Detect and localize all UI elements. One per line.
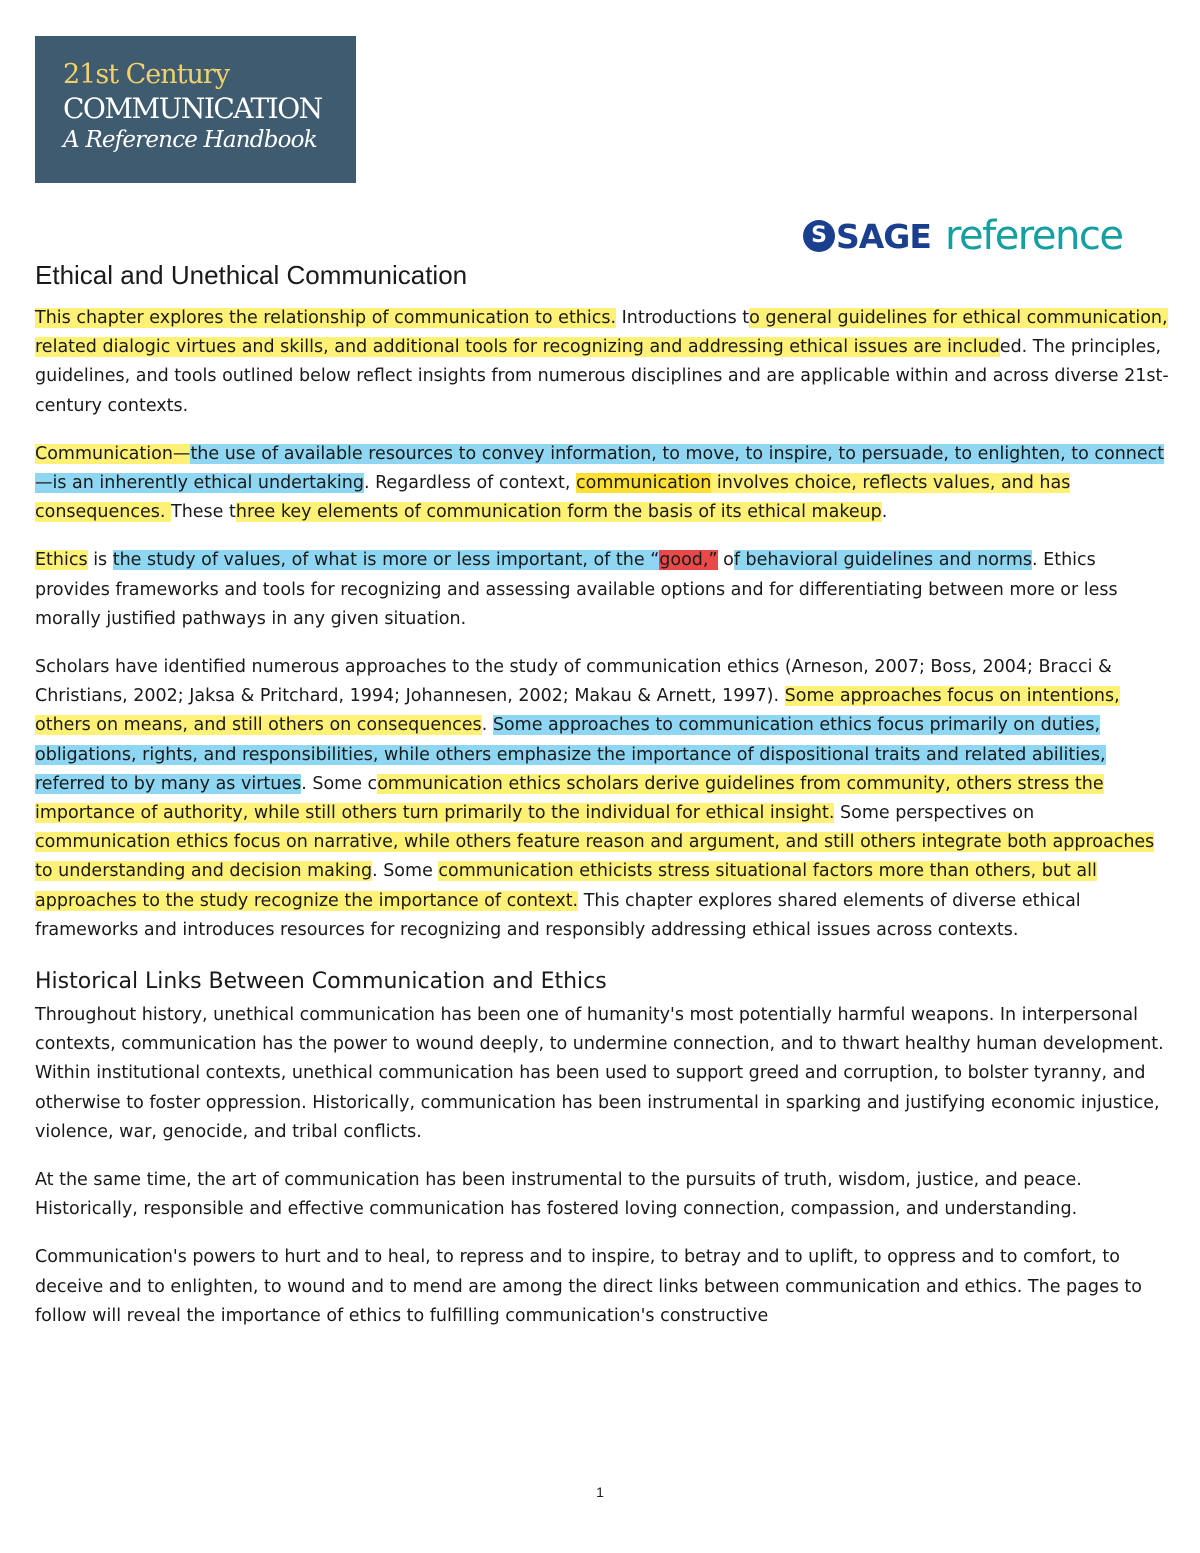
text-run: These t — [171, 502, 236, 523]
sage-mark-icon: S — [803, 220, 835, 252]
text-run: . Some c — [301, 773, 378, 794]
highlight: f behavioral guidelines and norms — [733, 550, 1033, 571]
text-run: Introductions t — [616, 308, 750, 328]
highlight: Ethics — [35, 550, 88, 571]
text-run: ed. The principles, guidelines, and tools outlined below reflect insights from numerous disciplines and are applicable within and across diverse 21st-century contexts. — [35, 337, 1169, 416]
section-heading: Historical Links Between Communication and Ethics — [35, 969, 607, 995]
text-run: . Some — [372, 861, 439, 882]
text-run: . Ethics provides frameworks and tools for recognizing and assessing available options and for differentiating between more or less morally justified pathways in any given situation. — [35, 550, 1118, 629]
paragraph-ethics — [35, 546, 1170, 634]
highlight: involves choice, reflects values, and has consequences. — [35, 473, 1071, 523]
highlight: hree key elements of communication form the basis of its ethical makeup — [235, 502, 882, 523]
cover-line-2: COMMUNICATION — [63, 92, 322, 125]
sage-reference-logo — [803, 206, 1122, 266]
highlight: o general guidelines for ethical communication, related dialogic virtues and skills, and additional tools for recognizing and addressing ethical issues are includ — [35, 308, 1168, 358]
paragraph-history: Throughout history, unethical communication has been one of humanity's most potentially harmful weapons. In interpersonal contexts, communication has the power to wound deeply, to undermine connection, and to thwart healthy human development. Within institutional contexts, unethical communication has been used to support greed and corruption, to bolster tyranny, and otherwise to foster oppression. Historically, communication has been instrumental in sparking and justifying economic injustice, violence, war, genocide, and tribal conflicts. — [35, 1005, 1164, 1142]
text-run: . Regardless of context, — [363, 473, 576, 494]
highlight: good,” — [659, 550, 718, 571]
paragraph-approaches — [35, 653, 1170, 945]
highlight: ommunication ethics scholars derive guidelines from community, others stress the importance of authority, while still others turn primarily to the individual for ethical insight. — [35, 773, 1104, 824]
cover-line-3: A Reference Handbook — [63, 127, 317, 153]
highlight: communication — [575, 473, 712, 494]
highlight: Some approaches focus on intentions, others on means, and still others on consequences — [35, 686, 1120, 736]
sage-wordmark: SAGE — [836, 216, 931, 256]
highlight: the use of available resources to convey information, to move, to inspire, to persuade, to enlighten, to connect—is an inherently ethical undertaking — [35, 443, 1165, 494]
page-number: 1 — [596, 1484, 604, 1500]
document-body — [35, 304, 1170, 1350]
text-run: is — [87, 550, 113, 571]
paragraph-communication — [35, 440, 1170, 528]
paragraph-same-time: At the same time, the art of communication has been instrumental to the pursuits of truth, wisdom, justice, and peace. Historically, responsible and effective communication has fostered loving connection, compassion, and understanding. — [35, 1170, 1082, 1220]
paragraph-intro — [35, 304, 1170, 421]
text-run: Scholars have identified numerous approaches to the study of communication ethics (Arneson, 2007; Boss, 2004; Bracci & Christians, 2002; Jaksa & Pritchard, 1994; Johannesen, 2002; Makau & Arnett, 1997). — [35, 657, 1112, 707]
highlight: Communication— — [35, 443, 191, 464]
cover-line-1: 21st Century — [63, 59, 230, 90]
book-cover-logo — [35, 36, 356, 183]
page-title: Ethical and Unethical Communication — [35, 260, 468, 290]
highlight: Some approaches to communication ethics focus primarily on duties, obligations, rights, and responsibilities, while others emphasize the importance of dispositional traits and related abilities, referred to by many as virtues — [35, 715, 1106, 794]
text-run: o — [717, 550, 734, 571]
highlight: communication ethicists stress situational factors more than others, but all approaches to the study recognize the importance of context. — [35, 861, 1097, 911]
highlight: This chapter explores the relationship of communication to ethics. — [35, 308, 617, 328]
text-run: . — [481, 715, 493, 736]
highlight: the study of values, of what is more or less important, of the “ — [112, 550, 660, 571]
reference-wordmark: reference — [944, 213, 1123, 259]
text-run: Some perspectives on — [834, 803, 1035, 824]
highlight: communication ethics focus on narrative, while others feature reason and argument, and still others integrate both approaches to understanding and decision making — [35, 832, 1155, 882]
text-run: . — [881, 502, 888, 523]
text-run: This chapter explores shared elements of diverse ethical frameworks and introduces resources for recognizing and responsibly addressing ethical issues across contexts. — [35, 890, 1081, 940]
paragraph-powers: Communication's powers to hurt and to heal, to repress and to inspire, to betray and to uplift, to oppress and to comfort, to deceive and to enlighten, to wound and to mend are among the direct links between communication and ethics. The pages to follow will reveal the importance of ethics to fulfilling communication's constructive — [35, 1247, 1142, 1326]
